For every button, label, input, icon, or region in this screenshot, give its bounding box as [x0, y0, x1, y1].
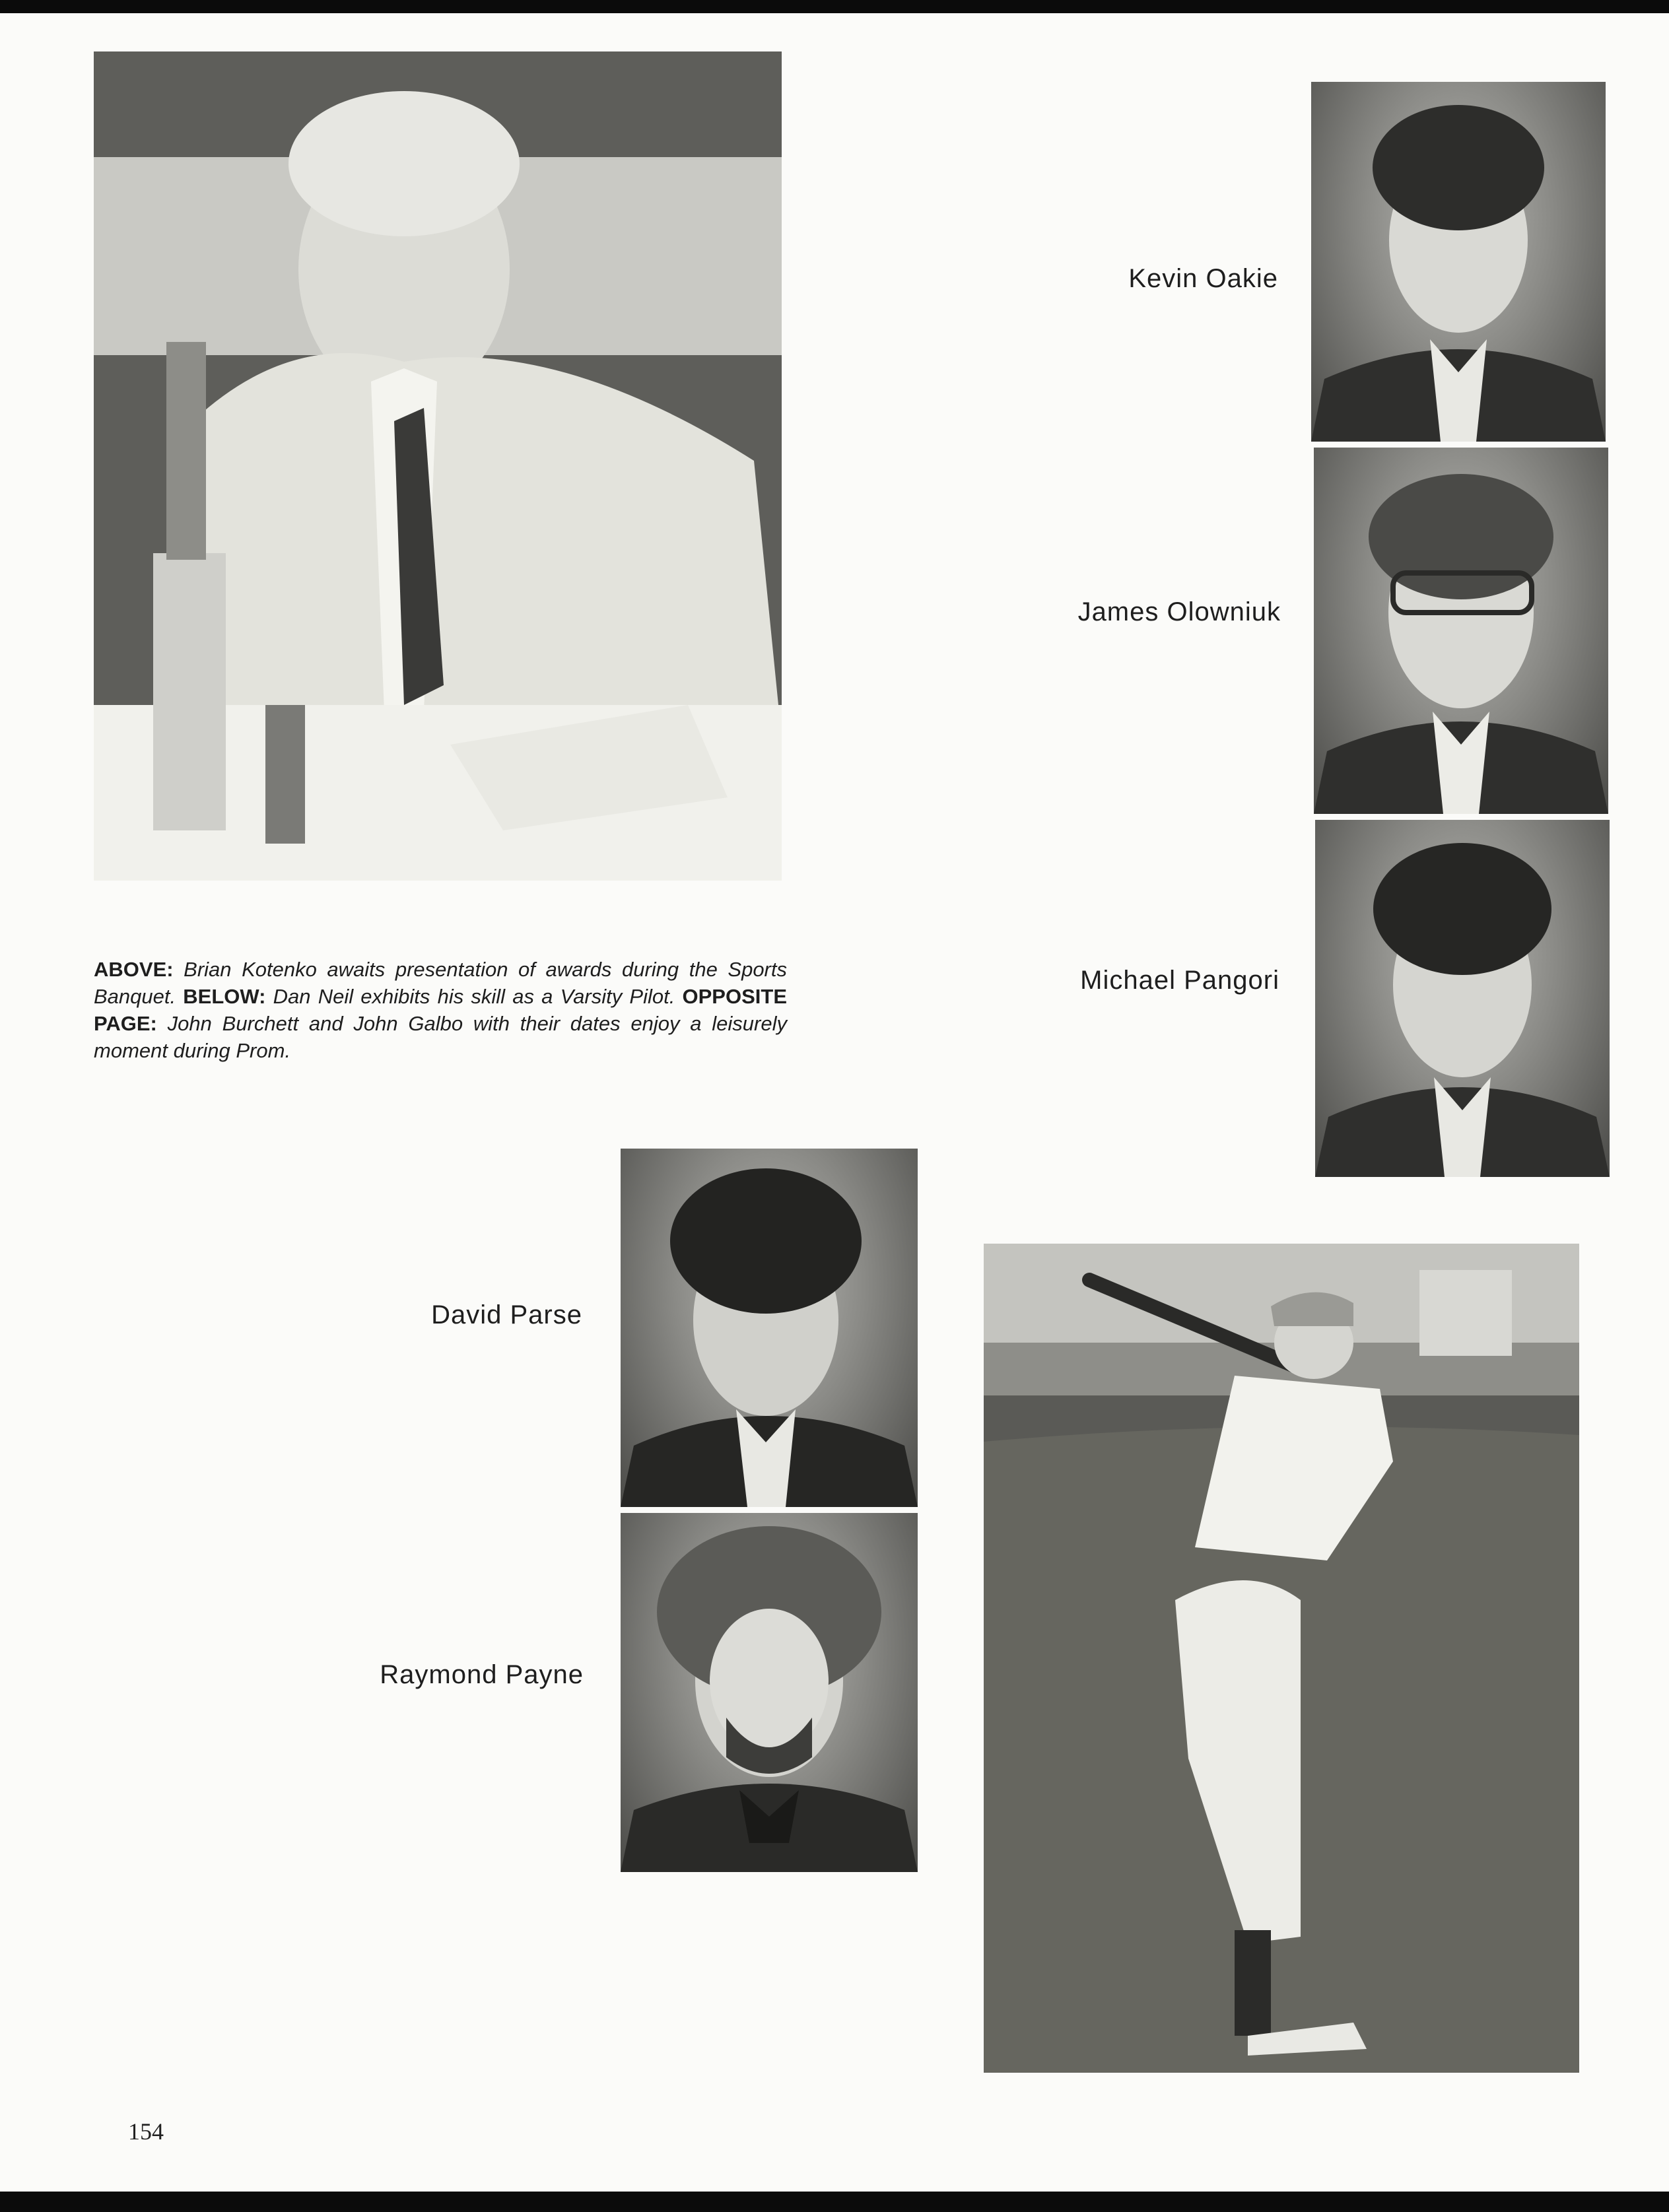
banquet-photo — [94, 51, 782, 881]
portrait-name: James Olowniuk — [1077, 597, 1281, 626]
baseball-photo — [984, 1244, 1579, 2073]
portrait-name: Raymond Payne — [380, 1660, 584, 1689]
portrait-photo — [1314, 448, 1608, 814]
scan-edge-bottom — [0, 2192, 1669, 2212]
caption-above-label: ABOVE: — [94, 958, 174, 981]
scan-edge-top — [0, 0, 1669, 13]
portrait-name: Michael Pangori — [1080, 966, 1279, 995]
portrait-name: David Parse — [431, 1300, 582, 1329]
portrait-photo — [1311, 82, 1606, 442]
caption-above-text: Brian Kotenko awaits presentation of awards during the Sports Banquet. — [94, 958, 787, 1008]
portrait-photo — [1315, 820, 1610, 1177]
portrait-photo — [621, 1149, 918, 1507]
portrait-name: Kevin Oakie — [1128, 264, 1278, 293]
caption-below-text: Dan Neil exhibits his skill as a Varsity Pilot. — [265, 985, 683, 1008]
page-number: 154 — [128, 2118, 164, 2145]
caption-opposite-label: OPPOSITE PAGE: — [94, 985, 787, 1035]
caption-below-label: BELOW: — [183, 985, 266, 1008]
caption-opposite-text: John Burchett and John Galbo with their dates enjoy a leisurely moment during Prom. — [94, 1012, 787, 1062]
photo-caption — [94, 956, 787, 1064]
portrait-photo — [621, 1513, 918, 1872]
